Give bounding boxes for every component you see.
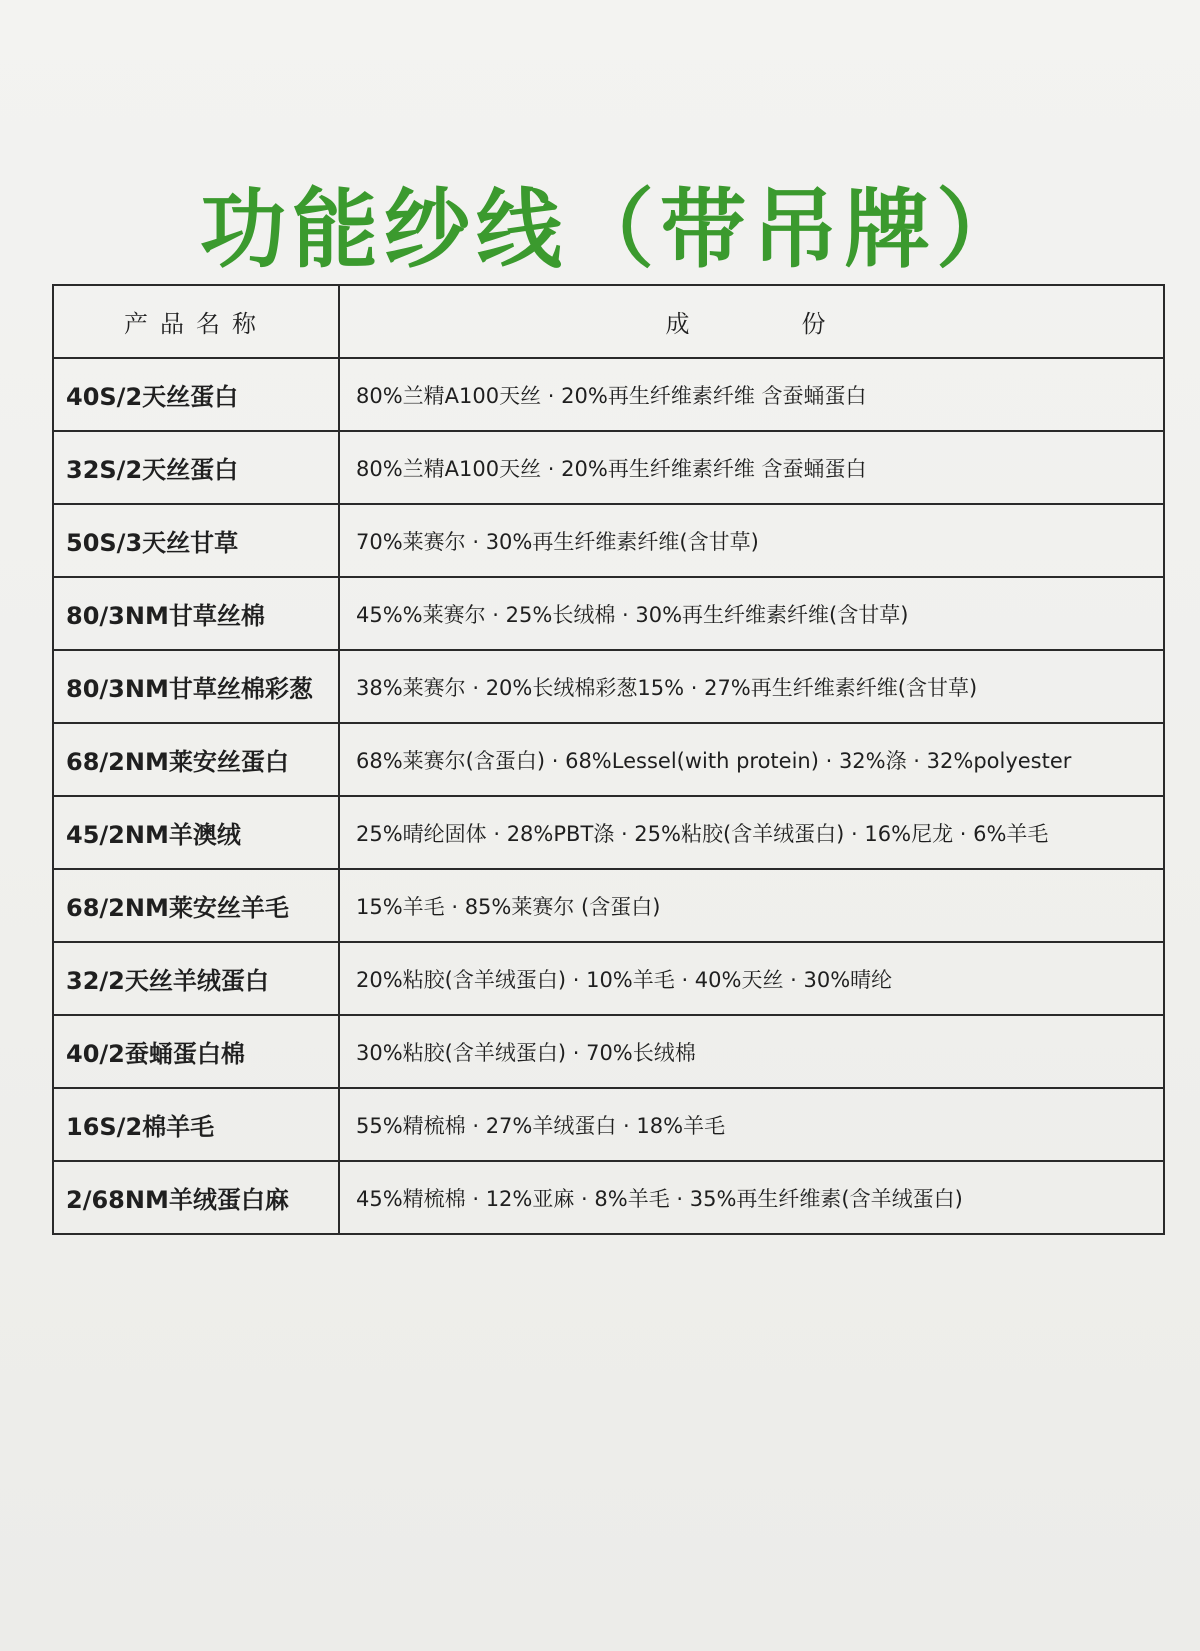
composition-cell: 15%羊毛 · 85%莱赛尔 (含蛋白) [339, 869, 1164, 942]
table-row [53, 942, 1164, 1015]
composition-cell: 45%%莱赛尔 · 25%长绒棉 · 30%再生纤维素纤维(含甘草) [339, 577, 1164, 650]
product-name-cell: 40/2蚕蛹蛋白棉 [53, 1015, 339, 1088]
header-composition-right: 份 [801, 310, 838, 338]
product-name-cell: 40S/2天丝蛋白 [53, 358, 339, 431]
table-row [53, 577, 1164, 650]
table-row [53, 869, 1164, 942]
table-row [53, 358, 1164, 431]
table-row [53, 1161, 1164, 1234]
table-row [53, 504, 1164, 577]
composition-cell: 55%精梳棉 · 27%羊绒蛋白 · 18%羊毛 [339, 1088, 1164, 1161]
product-name-cell: 68/2NM莱安丝羊毛 [53, 869, 339, 942]
header-composition-left: 成 [665, 310, 702, 338]
product-name-cell: 2/68NM羊绒蛋白麻 [53, 1161, 339, 1234]
header-product-name: 产品名称 [53, 285, 339, 358]
table-row [53, 650, 1164, 723]
table-row [53, 723, 1164, 796]
table-body [53, 358, 1164, 1234]
product-name-cell: 80/3NM甘草丝棉彩葱 [53, 650, 339, 723]
composition-cell: 20%粘胶(含羊绒蛋白) · 10%羊毛 · 40%天丝 · 30%晴纶 [339, 942, 1164, 1015]
composition-cell: 30%粘胶(含羊绒蛋白) · 70%长绒棉 [339, 1015, 1164, 1088]
composition-cell: 68%莱赛尔(含蛋白) · 68%Lessel(with protein) · 32%涤 · 32%polyester [339, 723, 1164, 796]
product-name-cell: 45/2NM羊澳绒 [53, 796, 339, 869]
table-header-row [53, 285, 1164, 358]
header-composition [339, 285, 1164, 358]
product-name-cell: 50S/3天丝甘草 [53, 504, 339, 577]
product-name-cell: 16S/2棉羊毛 [53, 1088, 339, 1161]
composition-table [52, 284, 1165, 1235]
product-name-cell: 68/2NM莱安丝蛋白 [53, 723, 339, 796]
composition-cell: 80%兰精A100天丝 · 20%再生纤维素纤维 含蚕蛹蛋白 [339, 431, 1164, 504]
table-row [53, 431, 1164, 504]
table-row [53, 1088, 1164, 1161]
composition-cell: 70%莱赛尔 · 30%再生纤维素纤维(含甘草) [339, 504, 1164, 577]
page-title: 功能纱线（带吊牌） [200, 180, 1028, 280]
composition-cell: 80%兰精A100天丝 · 20%再生纤维素纤维 含蚕蛹蛋白 [339, 358, 1164, 431]
composition-cell: 38%莱赛尔 · 20%长绒棉彩葱15% · 27%再生纤维素纤维(含甘草) [339, 650, 1164, 723]
product-name-cell: 32/2天丝羊绒蛋白 [53, 942, 339, 1015]
composition-cell: 25%晴纶固体 · 28%PBT涤 · 25%粘胶(含羊绒蛋白) · 16%尼龙 · 6%羊毛 [339, 796, 1164, 869]
product-name-cell: 32S/2天丝蛋白 [53, 431, 339, 504]
product-name-cell: 80/3NM甘草丝棉 [53, 577, 339, 650]
composition-cell: 45%精梳棉 · 12%亚麻 · 8%羊毛 · 35%再生纤维素(含羊绒蛋白) [339, 1161, 1164, 1234]
table-row [53, 1015, 1164, 1088]
table-row [53, 796, 1164, 869]
